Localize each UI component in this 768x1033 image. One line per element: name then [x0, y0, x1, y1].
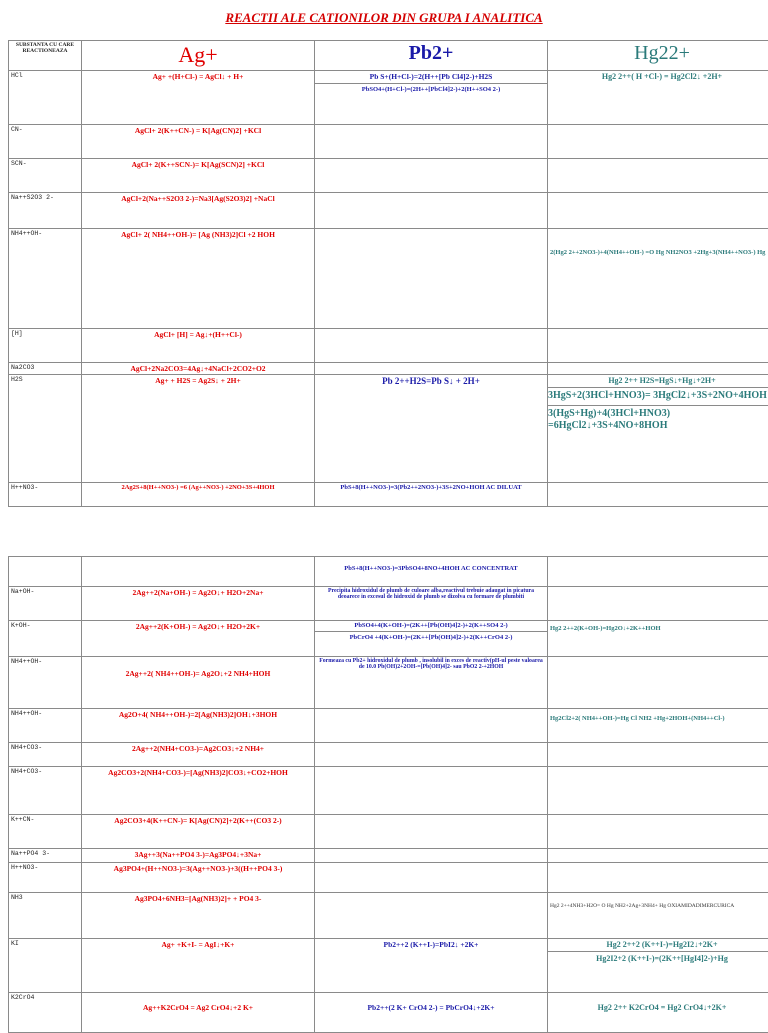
reagent-cell: [H]	[9, 329, 82, 363]
table-row	[9, 815, 768, 849]
ag-reaction: Ag2O+4( NH4++OH-)=2[Ag(NH3)2]OH↓+3HOH	[82, 709, 315, 743]
reagent-cell: K2CrO4	[9, 993, 82, 1033]
hg-reaction: Hg2 2++2 (K++I-)=Hg2I2↓+2K+	[550, 940, 768, 949]
pb-reaction: Pb2++2 (K++I-)=PbI2↓ +2K+	[315, 939, 548, 993]
table-row	[9, 71, 768, 125]
hg-reaction	[548, 483, 768, 507]
hg-reaction: Hg2Cl2+2( NH4++OH-)=Hg Cl NH2 +Hg+2HOH+(NH4++Cl-)	[548, 709, 768, 743]
ag-reaction: AgCl+ 2(K++SCN-)= K[Ag(SCN)2] +KCl	[82, 159, 315, 193]
pb-reaction: PbSO4+4(K+OH-)=(2K++[Pb(OH)4]2-)+2(K++SO4 2-)	[317, 622, 545, 629]
table-row	[9, 863, 768, 893]
pb-reaction: Pb S+(H+Cl-)=2(H++[Pb Cl4]2-)+H2S	[317, 72, 545, 81]
pb-reaction	[315, 767, 548, 815]
reagent-cell: NH4++OH-	[9, 657, 82, 709]
table-row	[9, 363, 768, 375]
table-row	[9, 557, 768, 587]
hg-reaction	[548, 849, 768, 863]
ag-reaction: Ag+ + H2S = Ag2S↓ + 2H+	[82, 375, 315, 483]
reagent-cell: H++NO3-	[9, 483, 82, 507]
pb-reaction	[315, 893, 548, 939]
ag-reaction: Ag2CO3+2(NH4+CO3-)=[Ag(NH3)2]CO3↓+CO2+HOH	[82, 767, 315, 815]
pb-reaction	[315, 709, 548, 743]
pb-reaction	[315, 159, 548, 193]
pb-reaction	[315, 815, 548, 849]
pb-reaction: Pb 2++H2S=Pb S↓ + 2H+	[315, 375, 548, 483]
pb-reaction	[315, 125, 548, 159]
hg-reaction: 2(Hg2 2++2NO3-)+4(NH4++OH-) =O Hg NH2NO3 +2Hg+3(NH4++NO3-) Hg	[548, 229, 768, 329]
ag-reaction: 2Ag++2(K+OH-) = Ag2O↓+ H2O+2K+	[82, 621, 315, 657]
header-pb: Pb2+	[315, 41, 548, 71]
reactions-table-2	[8, 556, 768, 1033]
hg-reaction-cell	[548, 939, 768, 993]
ag-reaction: 2Ag2S+8(H++NO3-) =6 (Ag++NO3-) +2NO+3S+4HOH	[82, 483, 315, 507]
header-row	[9, 41, 768, 71]
pb-reaction-2: PbSO4+(H+Cl-)=(2H++[PbCl4]2-)+2(H++SO4 2-)	[315, 83, 547, 93]
table-row	[9, 939, 768, 993]
hg-reaction	[548, 767, 768, 815]
reagent-cell: HCl	[9, 71, 82, 125]
table-row	[9, 993, 768, 1033]
ag-reaction: 2Ag++2(Na+OH-) = Ag2O↓+ H2O+2Na+	[82, 587, 315, 621]
hg-reaction	[548, 657, 768, 709]
hg-reaction: Hg2 2++( H +Cl-) = Hg2Cl2↓ +2H+	[548, 71, 768, 125]
pb-reaction-2: PbCrO4 +4(K+OH-)=(2K++[Pb(OH)4]2-)+2(K++CrO4 2-)	[315, 631, 547, 641]
hg-reaction	[548, 193, 768, 229]
reagent-cell: NH4+CO3-	[9, 767, 82, 815]
table-row	[9, 893, 768, 939]
table-row	[9, 743, 768, 767]
ag-reaction: 3Ag++3(Na++PO4 3-)=Ag3PO4↓+3Na+	[82, 849, 315, 863]
table-row	[9, 193, 768, 229]
hg-reaction	[548, 743, 768, 767]
reagent-cell: CN-	[9, 125, 82, 159]
hg-reaction	[548, 329, 768, 363]
table-row	[9, 483, 768, 507]
hg-reaction-2: Hg2I2+2 (K++I-)=(2K++[HgI4]2-)+Hg	[548, 951, 768, 963]
pb-reaction	[315, 329, 548, 363]
ag-reaction: AgCl+ 2(K++CN-) = K[Ag(CN)2] +KCl	[82, 125, 315, 159]
ag-reaction: Ag3PO4+6NH3=[Ag(NH3)2]+ + PO4 3-	[82, 893, 315, 939]
reagent-cell: Na+OH-	[9, 587, 82, 621]
table-row	[9, 587, 768, 621]
pb-reaction: PbS+8(H++NO3-)=3(Pb2++2NO3-)+3S+2NO+HOH AC DILUAT	[315, 483, 548, 507]
hg-reaction-2: 3HgS+2(3HCl+HNO3)= 3HgCl2↓+3S+2NO+4HOH	[548, 387, 768, 403]
reagent-cell: Na++PO4 3-	[9, 849, 82, 863]
hg-reaction	[548, 159, 768, 193]
hg-reaction: Hg2 2++ H2S=HgS↓+Hg↓+2H+	[550, 376, 768, 385]
pb-reaction	[315, 229, 548, 329]
reagent-cell: K+OH-	[9, 621, 82, 657]
pb-reaction	[315, 863, 548, 893]
ag-reaction: 2Ag++2(NH4+CO3-)=Ag2CO3↓+2 NH4+	[82, 743, 315, 767]
reagent-cell: NH4++OH-	[9, 709, 82, 743]
reagent-cell: K++CN-	[9, 815, 82, 849]
table-row	[9, 375, 768, 483]
header-ag: Ag+	[82, 41, 315, 71]
table-row	[9, 229, 768, 329]
ag-reaction: 2Ag++2( NH4++OH-)= Ag2O↓+2 NH4+HOH	[82, 657, 315, 709]
ag-reaction: AgCl+ 2( NH4++OH-)= [Ag (NH3)2]Cl +2 HOH	[82, 229, 315, 329]
pb-reaction: Pb2++(2 K+ CrO4 2-) = PbCrO4↓+2K+	[315, 993, 548, 1033]
pb-reaction	[315, 849, 548, 863]
hg-reaction	[548, 863, 768, 893]
reagent-cell: NH4+CO3-	[9, 743, 82, 767]
ag-reaction: Ag2CO3+4(K++CN-)= K[Ag(CN)2]+2(K++(CO3 2-)	[82, 815, 315, 849]
hg-reaction: Hg2 2++4NH3+H2O= O Hg NH2+2Ag+3NH4+ Hg OXIAMIDADIMERCURICA	[548, 893, 768, 939]
reagent-cell: NH4++OH-	[9, 229, 82, 329]
hg-reaction: Hg2 2++ K2CrO4 = Hg2 CrO4↓+2K+	[548, 993, 768, 1033]
pb-reaction	[315, 363, 548, 375]
hg-reaction	[548, 815, 768, 849]
pb-reaction-cell	[315, 621, 548, 657]
ag-reaction: Ag3PO4+(H++NO3-)=3(Ag++NO3-)+3((H++PO4 3-)	[82, 863, 315, 893]
ag-reaction: Ag+ +(H+Cl-) = AgCl↓ + H+	[82, 71, 315, 125]
table-row	[9, 159, 768, 193]
hg-reaction	[548, 363, 768, 375]
reagent-cell: NH3	[9, 893, 82, 939]
reagent-cell: Na++S2O3 2-	[9, 193, 82, 229]
pb-reaction-cell	[315, 71, 548, 125]
table-row	[9, 125, 768, 159]
pb-reaction	[315, 193, 548, 229]
ag-reaction	[82, 557, 315, 587]
table-row	[9, 657, 768, 709]
ag-reaction: Ag++K2CrO4 = Ag2 CrO4↓+2 K+	[82, 993, 315, 1033]
reagent-cell: SCN-	[9, 159, 82, 193]
reagent-cell: H2S	[9, 375, 82, 483]
table-row	[9, 709, 768, 743]
page-title: REACTII ALE CATIONILOR DIN GRUPA I ANALITICA	[0, 10, 768, 26]
hg-reaction-cell	[548, 375, 768, 483]
ag-reaction: AgCl+2Na2CO3=4Ag↓+4NaCl+2CO2+O2	[82, 363, 315, 375]
header-hg: Hg22+	[548, 41, 768, 71]
ag-reaction: AgCl+2(Na++S2O3 2-)=Na3[Ag(S2O3)2] +NaCl	[82, 193, 315, 229]
reagent-cell: Na2CO3	[9, 363, 82, 375]
table-row	[9, 621, 768, 657]
pb-reaction: Precipita hidroxidul de plumb de culoare alba,reactivul trebuie adaugat in picatura deoarece in excesul de hidroxid de plumb se dizolva cu formare de plumbiti	[315, 587, 548, 621]
hg-reaction: Hg2 2++2(K+OH-)=Hg2O↓+2K++HOH	[548, 621, 768, 657]
pb-reaction: PbS+8(H++NO3-)=3PbSO4+8NO+4HOH AC CONCENTRAT	[315, 557, 548, 587]
header-reagent: SUBSTANTA CU CARE REACTIONEAZA	[9, 41, 82, 71]
pb-reaction	[315, 743, 548, 767]
hg-reaction	[548, 557, 768, 587]
table-row	[9, 767, 768, 815]
reagent-cell	[9, 557, 82, 587]
ag-reaction: AgCl+ [H] = Ag↓+(H++Cl-)	[82, 329, 315, 363]
reagent-cell: KI	[9, 939, 82, 993]
table-row	[9, 329, 768, 363]
reagent-cell: H++NO3-	[9, 863, 82, 893]
hg-reaction	[548, 125, 768, 159]
pb-reaction: Formeaza cu Pb2+ hidroxidul de plumb , insolubil in exces de reactiv(pH-ul peste valoarea de 10.0 Pb(OH)2+2OH-=[Pb(OH)4]2- sau PbO2 2-+2HOH	[315, 657, 548, 709]
ag-reaction: Ag+ +K+I- = AgI↓+K+	[82, 939, 315, 993]
hg-reaction	[548, 587, 768, 621]
reactions-table-1	[8, 40, 768, 507]
hg-reaction-3: 3(HgS+Hg)+4(3HCl+HNO3) =6HgCl2↓+3S+4NO+8HOH	[548, 405, 768, 433]
table-row	[9, 849, 768, 863]
